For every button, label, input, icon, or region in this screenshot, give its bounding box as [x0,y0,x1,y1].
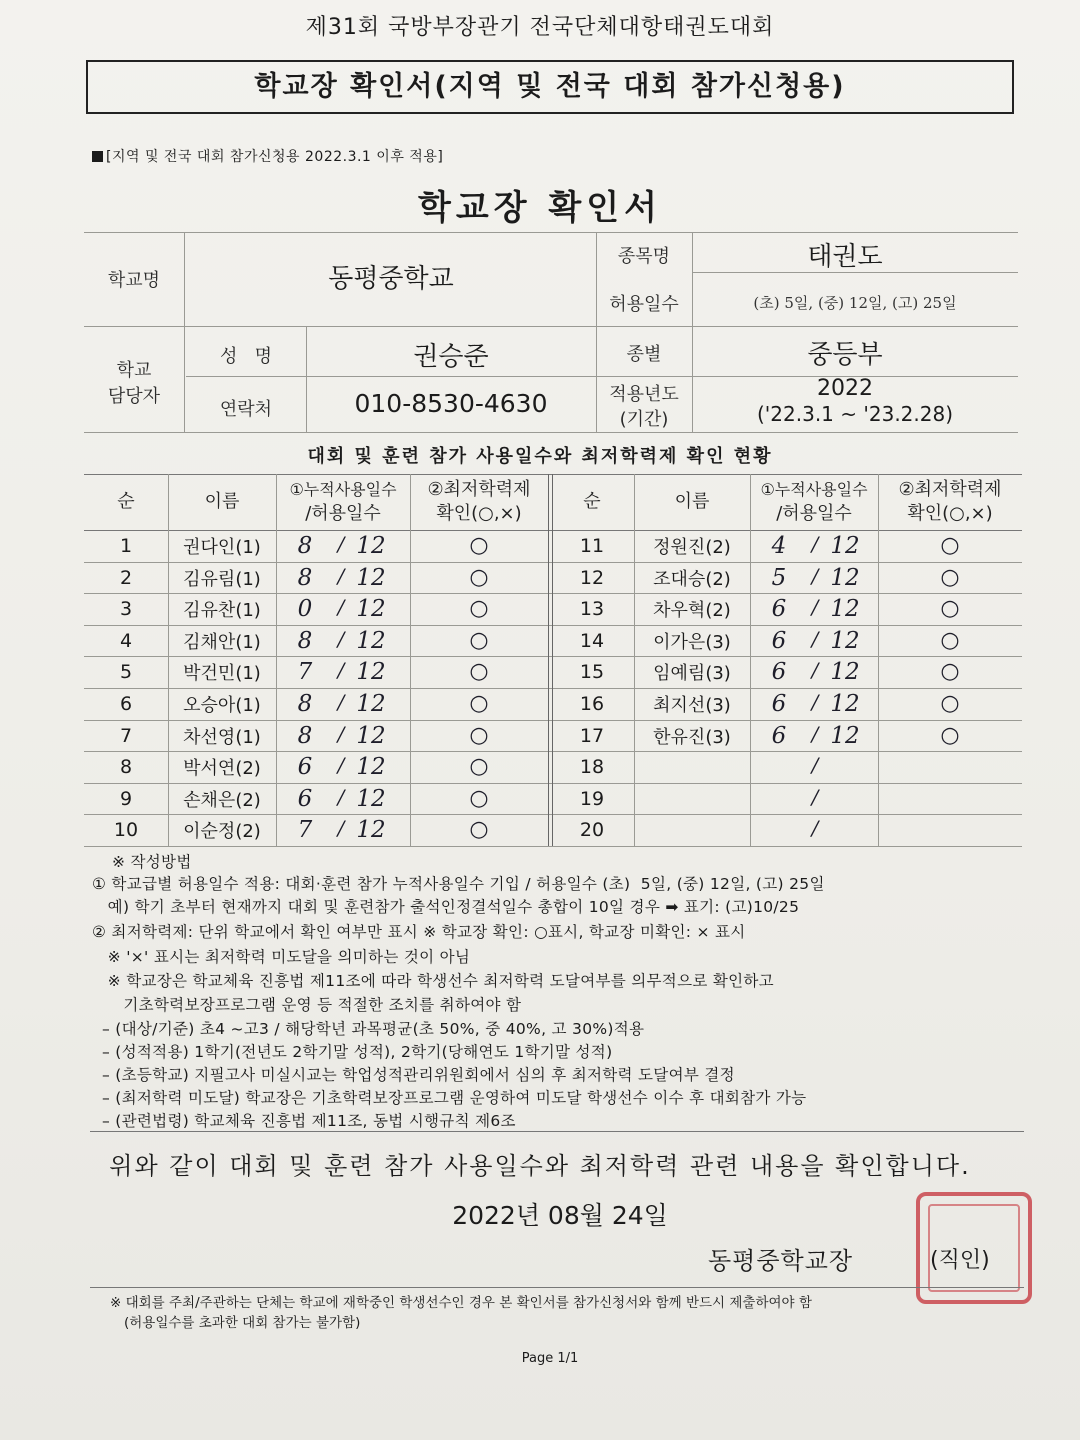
instruction-line: – (최저학력 미도달) 학교장은 기초학력보장프로그램 운영하여 미도달 학생선수 이수 후 대회참가 가능 [102,1089,807,1107]
row-number: 1 [119,535,133,557]
header-days-left: ①누적사용일수 [289,480,397,499]
days-slash: / [811,721,819,746]
days-slash: / [811,595,819,620]
used-days: 5 [771,564,787,591]
used-days: 6 [771,691,787,717]
student-name: 차우혁(2) [653,600,731,622]
used-days: 6 [297,754,313,781]
issue-date: 2022년 08월 24일 [452,1201,668,1230]
document-title-box [86,60,1014,114]
row-number: 11 [579,535,605,557]
used-days: 8 [297,627,313,654]
check-mark: ○ [940,533,960,558]
row-number: 8 [119,756,133,779]
instruction-line: 기초학력보장프로그램 운영 등 적절한 조치를 취하여야 함 [92,996,522,1014]
used-days: 6 [771,659,787,686]
header-check-mark-right: 확인(○,×) [907,503,993,524]
check-mark: ○ [940,596,960,622]
days-slash: / [337,753,345,778]
table-gridline [84,562,1022,563]
days-slash: / [811,690,819,714]
row-number: 3 [119,598,133,621]
allowed-days: 12 [830,533,860,559]
allowed-days-label: 허용일수 [609,294,679,315]
student-name: 이가은(3) [653,631,731,653]
division-label: 종별 [626,344,662,365]
document-title: 학교장 확인서(지역 및 전국 대회 참가신청용) [254,71,846,102]
row-number: 5 [119,661,133,684]
applicability-note [92,146,443,166]
allowed-days: 12 [356,722,386,749]
days-slash: / [811,532,819,556]
used-days: 7 [297,659,313,686]
info-line [84,232,1018,233]
instruction-line: – (초등학교) 지필고사 미실시교는 학업성적관리위원회에서 심의 후 최저학력 도달여부 결정 [102,1066,735,1084]
table-gridline [84,814,1022,815]
year-label-line1: 적용년도 [609,384,679,405]
event-title: 제31회 국방부장관기 전국단체대항태권도대회 [305,15,775,40]
check-mark: ○ [469,722,489,748]
info-line [84,432,1018,433]
student-name: 한유진(3) [653,726,731,748]
used-days: 7 [297,817,313,844]
instruction-line: ② 최저학력제: 단위 학교에서 확인 여부만 표시 ※ 학교장 확인: ○표시, 학교장 미확인: × 표시 [92,923,746,941]
header-allowed-right: /허용일수 [776,503,852,524]
header-check-mark-left: 확인(○,×) [436,503,522,524]
days-slash: / [337,721,345,746]
used-days: 0 [297,596,313,623]
footnote-line-2: (허용일수를 초과한 대회 참가는 불가함) [124,1315,361,1331]
footer-divider [90,1287,1024,1288]
year-value: 2022 [817,376,873,401]
manager-label-line1: 학교 [116,360,152,381]
table-gridline [84,846,1022,847]
instruction-line: ※ 학교장은 학교체육 진흥법 제11조에 따라 학생선수 최저학력 도달여부를 의무적으로 확인하고 [92,972,774,990]
allowed-days: 12 [356,754,386,781]
header-allowed-left: /허용일수 [305,503,381,524]
header-check-right: ②최저학력제 [898,479,1002,500]
school-name: 동평중학교 [328,264,454,294]
used-days: 8 [297,533,313,559]
table-gridline [276,474,277,846]
name-label: 성 명 [220,346,272,367]
sport-value: 태권도 [807,242,883,272]
row-number: 14 [579,629,605,652]
footnote [110,1293,812,1333]
signer-title: 동평중학교장 [708,1247,854,1275]
instruction-line: – (관련법령) 학교체육 진흥법 제11조, 동법 시행규칙 제6조 [102,1112,516,1130]
table-gridline [84,593,1022,594]
check-mark: ○ [469,659,489,685]
allowed-days: 12 [356,691,386,717]
check-mark: ○ [469,627,489,653]
division-value: 중등부 [807,340,883,370]
student-name: 박서연(2) [183,758,261,780]
header-no-right: 순 [583,491,601,512]
row-number: 7 [119,724,133,747]
allowed-days: 12 [356,785,386,812]
table-gridline [84,720,1022,721]
allowed-days: 12 [356,533,386,559]
seal-label: (직인) [930,1248,990,1273]
check-mark: ○ [940,691,960,716]
days-slash: / [337,595,345,620]
days-slash: / [337,816,345,841]
info-line [184,232,185,432]
header-name-right: 이름 [674,491,710,512]
instruction-line: ① 학교급별 허용일수 적용: 대회·훈련 참가 누적사용일수 기입 / 허용일수 (초) 5일, (중) 12일, (고) 25일 [92,875,825,893]
check-mark: ○ [469,596,489,622]
days-slash: / [811,816,819,841]
allowed-days: 12 [830,722,860,749]
contact-value: 010-8530-4630 [354,389,548,418]
instructions-divider [90,1131,1024,1132]
applicability-note-text: [지역 및 전국 대회 참가신청용 2022.3.1 이후 적용] [106,149,444,165]
row-number: 17 [579,724,605,747]
allowed-days: 12 [356,817,386,844]
used-days: 8 [297,691,313,717]
footnote-line-1: ※ 대회를 주최/주관하는 단체는 학교에 재학중인 학생선수인 경우 본 확인서를 참가신청서와 함께 반드시 제출하여야 함 [110,1295,812,1311]
page-number: Page 1/1 [521,1351,579,1366]
student-name: 손채은(2) [183,789,261,811]
check-mark: ○ [940,659,960,685]
check-mark: ○ [469,533,489,558]
check-mark: ○ [469,754,489,780]
allowed-days: 12 [830,596,860,623]
allowed-days: 12 [356,627,386,654]
used-days: 6 [771,627,787,654]
allowed-days: 12 [830,627,860,654]
period-value: ('22.3.1 ~ '23.2.28) [756,402,954,426]
row-number: 13 [579,598,605,621]
check-mark: ○ [940,564,960,590]
used-days: 4 [771,533,787,559]
allowed-days: 12 [356,659,386,686]
student-name: 김채안(1) [183,631,261,653]
days-slash: / [337,626,345,651]
instructions-heading: ※ 작성방법 [112,853,192,871]
used-days: 8 [297,564,313,591]
table-gridline [84,530,1022,531]
row-number: 2 [119,566,133,589]
student-name: 김유찬(1) [183,600,261,622]
row-number: 6 [119,693,133,715]
check-mark: ○ [469,817,489,843]
check-mark: ○ [940,627,960,653]
sport-label: 종목명 [617,246,671,267]
used-days: 6 [771,596,787,623]
allowed-days: 12 [356,596,386,623]
table-gridline [84,656,1022,657]
manager-label-line2: 담당자 [107,386,161,407]
row-number: 4 [119,629,133,652]
table-gridline [84,783,1022,784]
student-name: 임예림(3) [653,663,731,685]
used-days: 6 [771,722,787,749]
allowed-days: 12 [830,691,860,717]
table-gridline [84,751,1022,752]
student-name: 권다인(1) [183,537,261,558]
days-slash: / [811,563,819,588]
instruction-line: ※ '×' 표시는 최저학력 미도달을 의미하는 것이 아님 [92,948,471,966]
confirmation-statement: 위와 같이 대회 및 훈련 참가 사용일수와 최저학력 관련 내용을 확인합니다. [109,1152,971,1180]
allowed-days-value: (초) 5일, (중) 12일, (고) 25일 [753,294,957,312]
bullet-square-icon [92,151,103,162]
days-slash: / [337,532,345,556]
instruction-line: – (성적적용) 1학기(전년도 2학기말 성적), 2학기(당해연도 1학기말 성적) [102,1043,613,1061]
days-slash: / [337,563,345,588]
row-number: 10 [113,819,139,842]
days-slash: / [811,658,819,683]
row-number: 9 [119,787,133,810]
check-mark: ○ [469,691,489,716]
student-name: 정원진(2) [653,537,731,558]
header-check-left: ②최저학력제 [427,479,531,500]
student-name: 최지선(3) [653,695,731,716]
check-mark: ○ [469,785,489,811]
info-line [84,326,1018,327]
year-label-line2: (기간) [619,409,669,430]
student-name: 오승아(1) [183,695,261,716]
days-slash: / [811,784,819,809]
header-name-left: 이름 [204,491,240,512]
manager-name: 권승준 [413,342,489,372]
days-slash: / [337,690,345,714]
row-number: 19 [579,787,605,810]
instruction-line: 예) 학기 초부터 현재까지 대회 및 훈련참가 출석인정결석일수 총합이 10일 경우 ➡ 표기: (고)10/25 [92,898,800,916]
table-gridline [548,474,549,846]
used-days: 6 [297,785,313,812]
table-gridline [84,688,1022,689]
row-number: 15 [579,661,605,684]
header-no-left: 순 [117,491,135,512]
main-title: 학교장 확인서 [418,188,662,228]
days-slash: / [337,658,345,683]
student-name: 박건민(1) [183,663,261,685]
allowed-days: 12 [830,659,860,686]
school-label: 학교명 [107,270,161,291]
table-gridline [750,474,751,846]
student-name: 조대승(2) [653,568,731,590]
allowed-days: 12 [830,564,860,591]
header-days-right: ①누적사용일수 [760,480,868,499]
days-slash: / [811,626,819,651]
table-gridline [84,474,1022,475]
student-name: 차선영(1) [183,726,261,748]
student-name: 김유림(1) [183,568,261,590]
row-number: 12 [579,566,605,589]
status-table-title: 대회 및 훈련 참가 사용일수와 최저학력제 확인 현황 [307,446,773,467]
row-number: 18 [579,756,605,779]
row-number: 20 [579,819,605,842]
check-mark: ○ [940,722,960,748]
table-gridline [84,625,1022,626]
contact-label: 연락처 [219,399,273,420]
days-slash: / [811,753,819,778]
days-slash: / [337,784,345,809]
instruction-line: – (대상/기준) 초4 ~고3 / 해당학년 과목평균(초 50%, 중 40%, 고 30%)적용 [102,1020,645,1038]
used-days: 8 [297,722,313,749]
allowed-days: 12 [356,564,386,591]
row-number: 16 [579,693,605,715]
check-mark: ○ [469,564,489,590]
student-name: 이순정(2) [183,821,261,843]
